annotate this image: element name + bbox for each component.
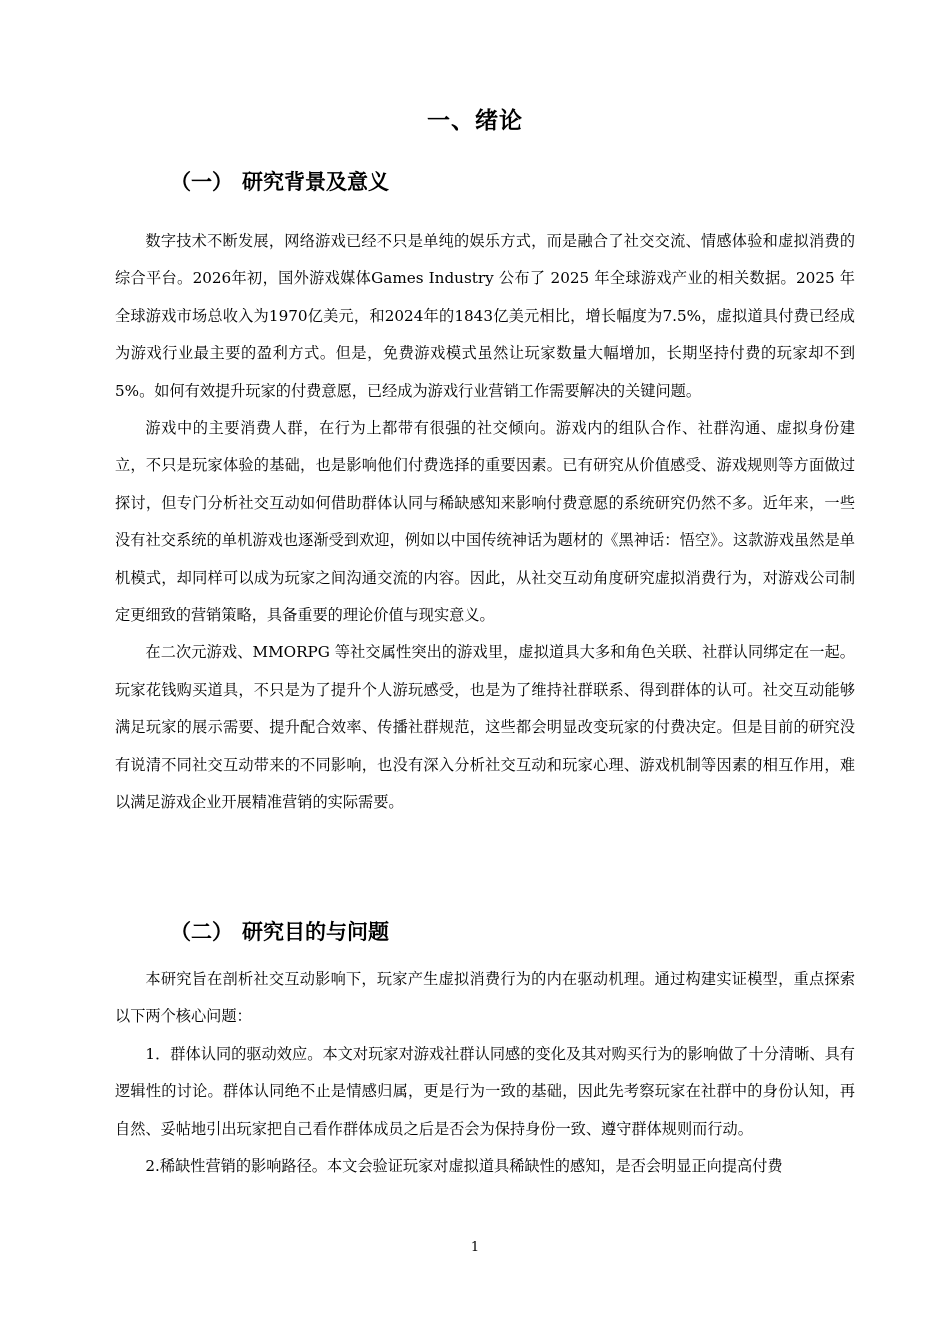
- section-body-objectives: [115, 961, 855, 1185]
- paragraph: 1．群体认同的驱动效应。本文对玩家对游戏社群认同感的变化及其对购买行为的影响做了十分清晰、具有逻辑性的讨论。群体认同绝不止是情感归属，更是行为一致的基础，因此先考察玩家在社群中的身份认知，再自然、妥帖地引出玩家把自己看作群体成员之后是否会为保持身份一致、遵守群体规则而行动。: [115, 1044, 855, 1138]
- chapter-title: 一、绪论: [427, 108, 523, 134]
- section-number: （一）: [170, 170, 233, 194]
- section-title: 研究背景及意义: [242, 170, 389, 194]
- paragraph: 在二次元游戏、MMORPG 等社交属性突出的游戏里，虚拟道具大多和角色关联、社群认同绑定在一起。玩家花钱购买道具，不只是为了提升个人游玩感受，也是为了维持社群联系、得到群体的认可。社交互动能够满足玩家的展示需要、提升配合效率、传播社群规范，这些都会明显改变玩家的付费决定。但是目前的研究没有说清不同社交互动带来的不同影响，也没有深入分析社交互动和玩家心理、游戏机制等因素的相互作用，难以满足游戏企业开展精准营销的实际需要。: [115, 643, 855, 812]
- page-number: 1: [470, 1240, 480, 1255]
- section-heading-background: [170, 166, 389, 196]
- section-heading-objectives: [170, 916, 389, 946]
- section-body-background: [115, 223, 855, 822]
- paragraph: 2.稀缺性营销的影响路径。本文会验证玩家对虚拟道具稀缺性的感知，是否会明显正向提高付费: [145, 1157, 783, 1176]
- section-number: （二）: [170, 920, 233, 944]
- paragraph: 数字技术不断发展，网络游戏已经不只是单纯的娱乐方式，而是融合了社交交流、情感体验和虚拟消费的综合平台。2026年初，国外游戏媒体Games Industry 公布了 2025 年全球游戏产业的相关数据。2025 年全球游戏市场总收入为1970亿美元，和2024年的1843亿美元相比，增长幅度为7.5%，虚拟道具付费已经成为游戏行业最主要的盈利方式。但是，免费游戏模式虽然让玩家数量大幅增加，长期坚持付费的玩家却不到5%。如何有效提升玩家的付费意愿，已经成为游戏行业营销工作需要解决的关键问题。: [115, 232, 855, 400]
- paragraph: 游戏中的主要消费人群，在行为上都带有很强的社交倾向。游戏内的组队合作、社群沟通、虚拟身份建立，不只是玩家体验的基础，也是影响他们付费选择的重要因素。已有研究从价值感受、游戏规则等方面做过探讨，但专门分析社交互动如何借助群体认同与稀缺感知来影响付费意愿的系统研究仍然不多。近年来，一些没有社交系统的单机游戏也逐渐受到欢迎，例如以中国传统神话为题材的《黑神话：悟空》。这款游戏虽然是单机模式，却同样可以成为玩家之间沟通交流的内容。因此，从社交互动角度研究虚拟消费行为，对游戏公司制定更细致的营销策略，具备重要的理论价值与现实意义。: [115, 419, 855, 625]
- paragraph: 本研究旨在剖析社交互动影响下，玩家产生虚拟消费行为的内在驱动机理。通过构建实证模型，重点探索以下两个核心问题：: [115, 970, 855, 1026]
- section-title: 研究目的与问题: [242, 920, 389, 944]
